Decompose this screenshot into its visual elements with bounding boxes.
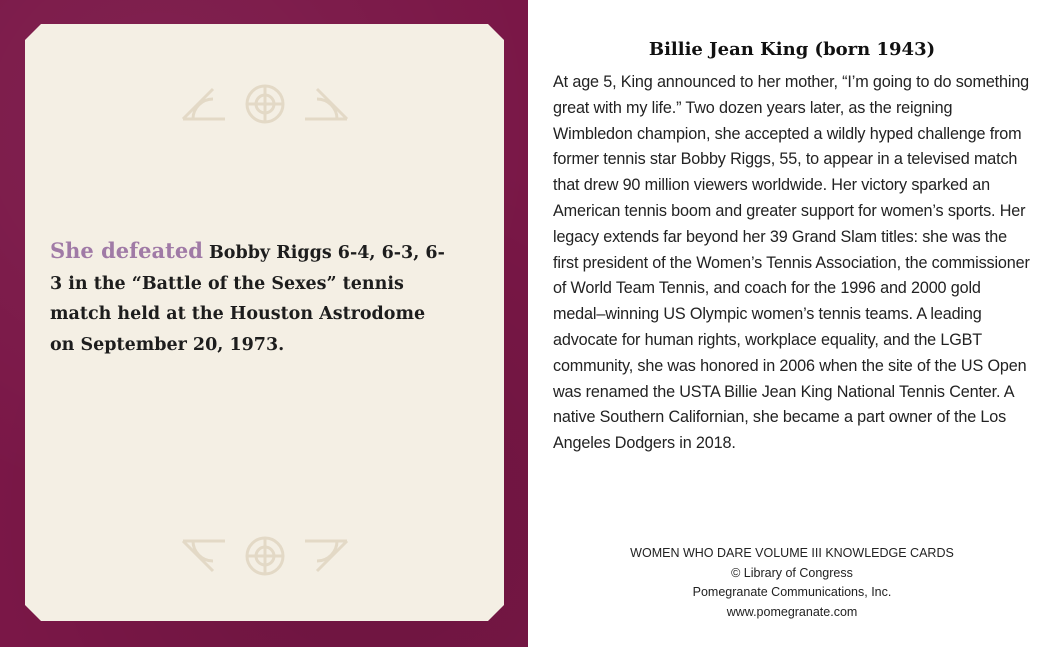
bottom-ornament-icon [165,526,365,586]
credits-publisher: Pomegranate Communications, Inc. [692,585,892,599]
card-back [553,38,1031,457]
credits-series: WOMEN WHO DARE VOLUME III KNOWLEDGE CARDS [630,546,954,560]
credits-website: www.pomegranate.com [726,604,858,619]
back-title: Billie Jean King (born 1943) [648,39,936,60]
front-fact-body: Bobby Riggs 6-4, 6-3, 6-3 in the “Battle of the Sexes” tennis match held at the Houston Astrodome on September 20, 1973. [50,243,445,355]
top-ornament-icon [165,74,365,134]
credits [553,544,1031,622]
front-lead: She defeated [50,238,203,263]
front-fact-text [50,236,450,360]
credits-copyright: © Library of Congress [731,565,853,580]
back-body: At age 5, King announced to her mother, “I’m going to do something great with my life.” Two dozen years later, as the reigning Wimbledon champion, she accepted a wildly hyped challenge from former tennis star Bobby Riggs, 55, to appear in a televised match that drew 90 million viewers worldwide. Her victory sparked an American tennis boom and greater support for women’s sports. Her legacy extends far beyond her 39 Grand Slam titles: she was the first president of the Women’s Tennis Association, the commissioner of World Team Tennis, and coach for the 1996 and 2000 gold medal–winning US Olympic women’s tennis teams. A leading advocate for human rights, workplace equality, and the LGBT community, she was honored in 2006 when the site of the US Open was renamed the USTA Billie Jean King National Tennis Center. A native Southern Californian, she became a part owner of the Los Angeles Dodgers in 2018. [553,73,1030,453]
